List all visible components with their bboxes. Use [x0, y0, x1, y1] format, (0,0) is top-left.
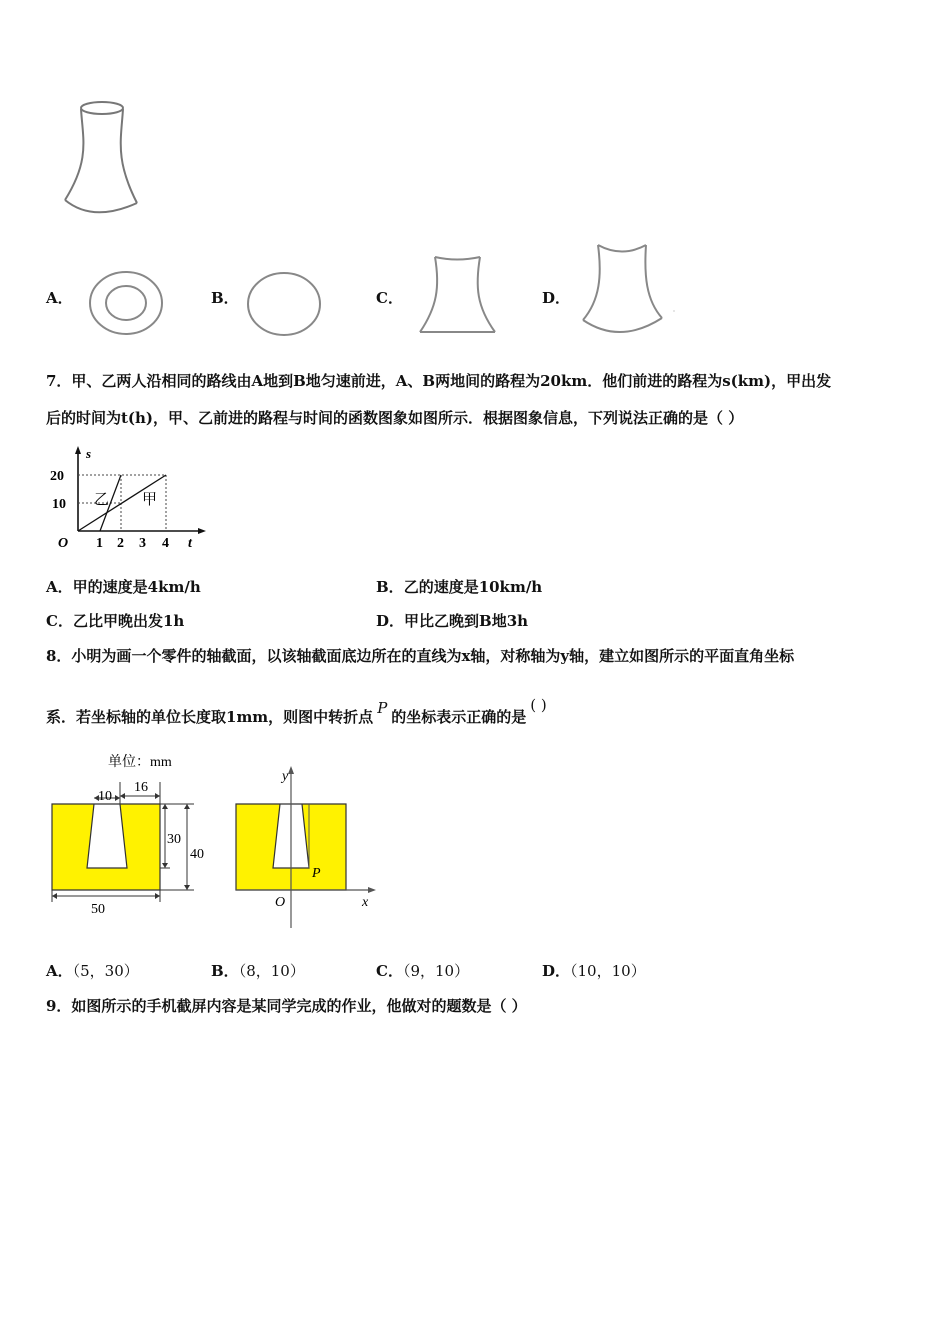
q7-option-b-text: 乙的速度是10km/h — [403, 578, 543, 596]
q7-y-axis-label: s — [86, 446, 92, 461]
q8-point-label: P — [377, 699, 388, 717]
q7-x-tick-4: 4 — [162, 536, 169, 551]
q8-option-a — [46, 960, 139, 981]
q6-option-c-letter: C． — [376, 289, 403, 307]
q9-stem-line1: 9．如图所示的手机截屏内容是某同学完成的作业，他做对的题数是（ ） — [46, 997, 527, 1015]
q6-option-c-figure — [415, 252, 500, 337]
q7-stem-line1: 7．甲、乙两人沿相同的路线由A地到B地匀速前进，A、B两地间的路程为20km．他们前进的路程为s(km)，甲出发 — [46, 372, 832, 390]
q7-x-tick-1: 1 — [96, 536, 103, 551]
q7-y-tick-20: 20 — [50, 469, 64, 484]
q8-dim-50: 50 — [91, 902, 105, 917]
q8-unit-label: 单位：mm — [108, 755, 172, 770]
q7-stem-line2: 后的时间为t(h)，甲、乙前进的路程与时间的函数图象如图所示．根据图象信息，下列说法正确的是（ ） — [46, 409, 744, 427]
q8-dim-10: 10 — [98, 789, 112, 804]
q7-option-d-text: 甲比乙晚到B地3h — [404, 612, 529, 630]
q8-option-c-text: （9，10） — [402, 962, 470, 980]
q7-x-axis-label: t — [188, 536, 192, 551]
q7-label-yi: 乙 — [94, 492, 110, 508]
q7-option-a-text: 甲的速度是4km/h — [72, 578, 201, 596]
q6-option-a-figure — [86, 268, 166, 338]
q7-option-b-letter: B． — [376, 578, 404, 596]
q8-option-c — [376, 960, 469, 981]
q8-figure-point-p: P — [312, 866, 321, 881]
q7-option-d — [376, 610, 528, 631]
q7-option-a-letter: A． — [46, 578, 73, 596]
vase-figure — [55, 95, 145, 220]
q7-option-b — [376, 576, 542, 597]
q8-option-d — [542, 960, 646, 981]
q7-option-c-letter: C． — [46, 612, 73, 630]
q7-graph — [48, 444, 208, 556]
q7-option-c — [46, 610, 184, 631]
q8-option-d-letter: D． — [542, 962, 571, 980]
q6-option-d-figure — [580, 240, 675, 340]
q8-option-c-letter: C． — [376, 962, 403, 980]
q8-option-b — [211, 960, 305, 981]
q7-option-d-letter: D． — [376, 612, 405, 630]
q8-option-a-text: （5，30） — [72, 962, 139, 980]
q8-stem-line2-b: 的坐标表示正确的是 — [391, 708, 527, 726]
q8-origin-label: O — [275, 895, 286, 910]
q8-option-a-letter: A． — [46, 962, 73, 980]
q7-option-c-text: 乙比甲晚出发1h — [72, 612, 185, 630]
q8-option-d-text: （10，10） — [570, 962, 646, 980]
q8-dim-40: 40 — [190, 847, 204, 862]
q7-option-a — [46, 576, 201, 597]
q6-option-d-letter: D． — [542, 289, 571, 307]
q8-y-axis-label: y — [282, 769, 289, 784]
q7-x-tick-2: 2 — [117, 536, 124, 551]
q7-origin-label: O — [58, 536, 69, 551]
q6-option-b-figure — [244, 268, 326, 338]
q8-option-b-text: （8，10） — [238, 962, 305, 980]
q8-coordinate-figure — [222, 760, 382, 935]
q6-option-b-letter: B． — [211, 289, 239, 307]
q7-x-tick-3: 3 — [139, 536, 146, 551]
q8-stem-line2-a: 系．若坐标轴的单位长度取1mm，则图中转折点 — [46, 708, 374, 726]
q7-label-jia: 甲 — [142, 492, 158, 508]
q8-stem-line2 — [46, 696, 547, 727]
q8-part-figure — [46, 746, 216, 918]
q8-option-b-letter: B． — [211, 962, 239, 980]
q8-x-axis-label: x — [362, 895, 369, 910]
q6-option-a-letter: A． — [46, 289, 73, 307]
q8-stem-line1: 8．小明为画一个零件的轴截面，以该轴截面底边所在的直线为x轴，对称轴为y轴，建立如图所示的平面直角坐标 — [46, 647, 795, 665]
q8-dim-30: 30 — [167, 832, 181, 847]
q8-answer-paren: ( ) — [530, 696, 547, 714]
q7-y-tick-10: 10 — [52, 497, 66, 512]
q8-dim-16: 16 — [134, 780, 148, 795]
